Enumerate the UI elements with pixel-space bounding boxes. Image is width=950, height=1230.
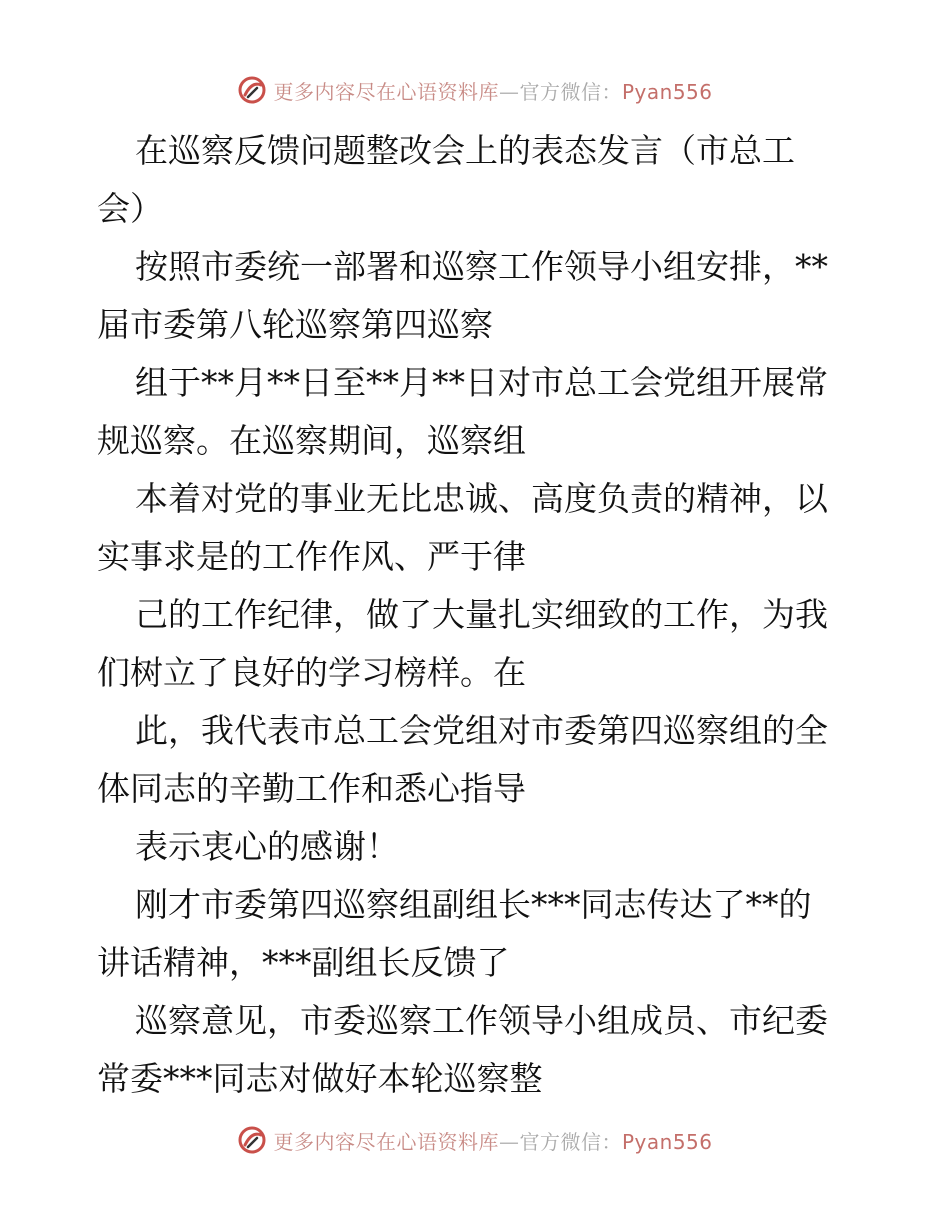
watermark-dash: — <box>498 1129 520 1154</box>
line-rest: 届市委第八轮巡察第四巡察 <box>97 305 493 344</box>
watermark-text <box>273 1126 712 1155</box>
line-rest: 会） <box>97 189 163 228</box>
paragraph <box>97 818 857 876</box>
watermark-label: 官方微信： <box>519 1129 622 1154</box>
paragraph <box>97 992 857 1108</box>
paragraph <box>97 876 857 992</box>
watermark-account: Pyan556 <box>621 1129 713 1154</box>
watermark-label: 官方微信： <box>519 79 622 104</box>
paragraph <box>97 702 857 818</box>
line-first: 组于**月**日至**月**日对市总工会党组开展常 <box>135 363 828 402</box>
line-first: 此，我代表市总工会党组对市委第四巡察组的全 <box>135 711 828 750</box>
line-first: 表示衷心的感谢！ <box>135 827 399 866</box>
line-rest: 规巡察。在巡察期间，巡察组 <box>97 421 526 460</box>
watermark-dash: — <box>498 79 520 104</box>
line-first: 本着对党的事业无比忠诚、高度负责的精神，以 <box>135 479 828 518</box>
watermark-brand: 更多内容尽在心语资料库 <box>273 79 499 104</box>
brand-logo-icon <box>237 1125 267 1155</box>
paragraph <box>97 354 857 470</box>
line-rest: 讲话精神，***副组长反馈了 <box>97 943 510 982</box>
header-watermark <box>0 70 950 110</box>
line-rest: 们树立了良好的学习榜样。在 <box>97 653 526 692</box>
document-title <box>97 122 857 238</box>
watermark-account: Pyan556 <box>621 79 713 104</box>
brand-logo-icon <box>237 75 267 105</box>
line-rest: 常委***同志对做好本轮巡察整 <box>97 1059 543 1098</box>
paragraph <box>97 470 857 586</box>
footer-watermark <box>0 1120 950 1160</box>
line-first: 按照市委统一部署和巡察工作领导小组安排，** <box>135 247 828 286</box>
document-body <box>97 122 857 1108</box>
line-first: 在巡察反馈问题整改会上的表态发言（市总工 <box>135 131 795 170</box>
watermark-text <box>273 76 712 105</box>
line-rest: 体同志的辛勤工作和悉心指导 <box>97 769 526 808</box>
paragraph <box>97 238 857 354</box>
paragraph <box>97 586 857 702</box>
line-first: 己的工作纪律，做了大量扎实细致的工作，为我 <box>135 595 828 634</box>
watermark-brand: 更多内容尽在心语资料库 <box>273 1129 499 1154</box>
line-rest: 实事求是的工作作风、严于律 <box>97 537 526 576</box>
line-first: 巡察意见，市委巡察工作领导小组成员、市纪委 <box>135 1001 828 1040</box>
line-first: 刚才市委第四巡察组副组长***同志传达了**的 <box>135 885 812 924</box>
